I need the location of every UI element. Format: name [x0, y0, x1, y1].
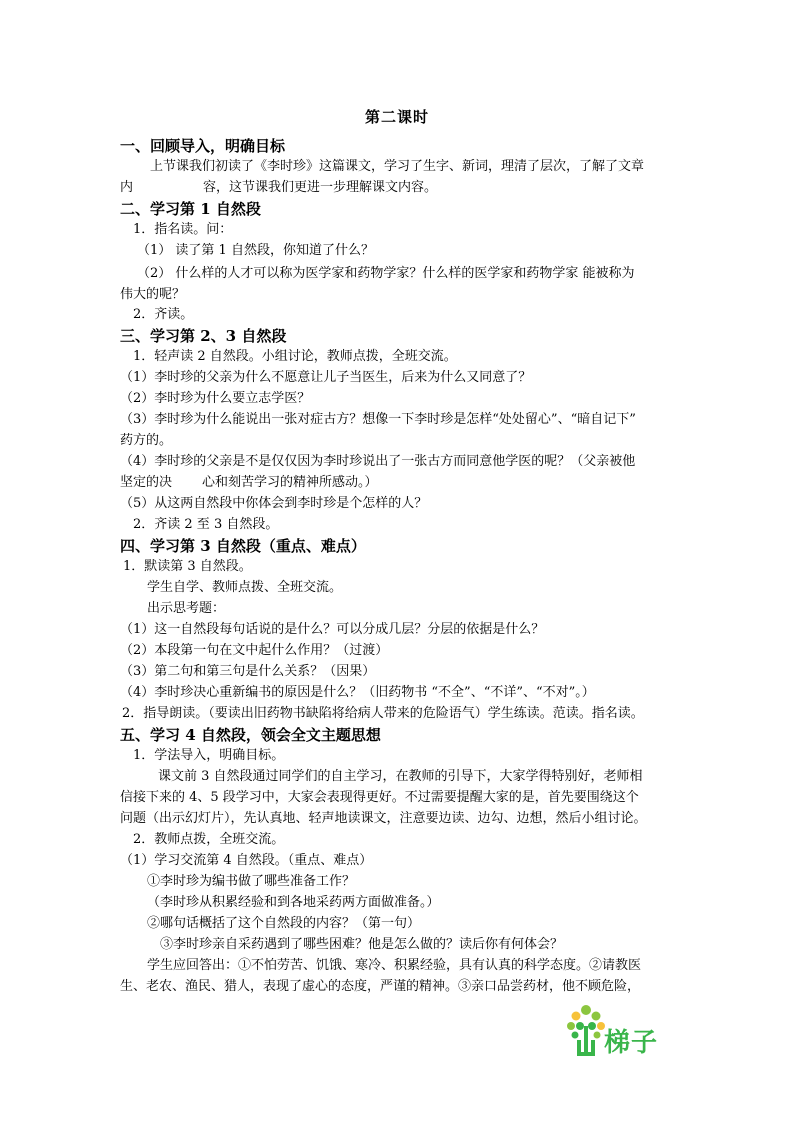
list-item: （3）李时珍为什么能说出一张对症古方？想像一下李时珍是怎样“处处留心”、“暗自记下” — [120, 412, 636, 427]
paragraph-line: （李时珍从积累经验和到各地采药两方面做准备。） — [147, 895, 440, 910]
logo — [566, 1000, 676, 1060]
inline-prefix: 坚定的决 — [120, 475, 173, 490]
list-item: 2．齐读 2 至 3 自然段。 — [133, 517, 279, 532]
tree-icon — [566, 1000, 606, 1060]
section-heading-2: 二、学习第 1 自然段 — [120, 200, 261, 218]
list-item: ③李时珍亲自采药遇到了哪些困难？他是怎么做的？读后你有何体会？ — [160, 937, 564, 952]
list-item: 2．指导朗读。（要读出旧药物书缺陷将给病人带来的危险语气）学生练读。范读。指名读。 — [122, 706, 644, 721]
paragraph-line: 学生自学、教师点拨、全班交流。 — [147, 580, 343, 595]
list-item: 2．教师点拨，全班交流。 — [133, 832, 285, 847]
paragraph-line: 药方的。 — [120, 433, 173, 448]
paragraph-line: 伟大的呢？ — [120, 287, 186, 302]
section-heading-1: 一、回顾导入，明确目标 — [120, 137, 286, 155]
paragraph-line — [120, 178, 680, 198]
list-item: （5）从这两自然段中你体会到李时珍是个怎样的人？ — [120, 496, 428, 511]
list-item: （4）李时珍决心重新编书的原因是什么？（旧药物书 “不全”、“不详”、“不对”。） — [120, 685, 595, 700]
inline-prefix: 内 — [120, 180, 134, 195]
list-item: 1．默读第 3 自然段。 — [123, 559, 252, 574]
inline-text: 心和刻苦学习的精神所感动。） — [202, 475, 378, 490]
paragraph-line: 信接下来的 4、5 段学习中，大家会表现得更好。不过需要提醒大家的是，首先要围绕这个 — [120, 790, 639, 805]
list-item: 2．齐读。 — [133, 307, 194, 322]
page-title: 第二课时 — [364, 108, 429, 126]
paragraph-line — [120, 473, 680, 493]
paragraph-line: 课文前 3 自然段通过同学们的自主学习，在教师的引导下，大家学得特别好，老师相 — [158, 769, 643, 784]
list-item: 1．学法导入，明确目标。 — [133, 748, 285, 763]
paragraph-line: 出示思考题： — [147, 601, 226, 616]
paragraph-line: 问题（出示幻灯片），先认真地、轻声地读课文，注意要边读、边勾、边想，然后小组讨论。 — [120, 811, 647, 826]
list-item: （1） 读了第 1 自然段，你知道了什么？ — [137, 243, 374, 258]
section-heading-5: 五、学习 4 自然段，领会全文主题思想 — [120, 726, 381, 744]
paragraph-line: 学生应回答出：①不怕劳苦、饥饿、寒冷、积累经验，具有认真的科学态度。②请教医 — [147, 958, 642, 973]
paragraph-line: 生、老农、渔民、猎人，表现了虚心的态度，严谨的精神。③亲口品尝药材，他不顾危险， — [120, 979, 641, 994]
paragraph-line: 上节课我们初读了《李时珍》这篇课文，学习了生字、新词，理清了层次，了解了文章 — [150, 159, 645, 174]
list-item: （2） 什么样的人才可以称为医学家和药物学家？什么样的医学家和药物学家 能被称为 — [137, 266, 635, 281]
list-item: （1）学习交流第 4 自然段。（重点、难点） — [120, 853, 373, 868]
list-item: 1．轻声读 2 自然段。小组讨论，教师点拨，全班交流。 — [133, 349, 457, 364]
section-heading-3: 三、学习第 2、3 自然段 — [120, 327, 287, 345]
list-item: （2）本段第一句在文中起什么作用？（过渡） — [120, 643, 389, 658]
inline-text: 容，这节课我们更进一步理解课文内容。 — [203, 180, 438, 195]
list-item: （1）这一自然段每句话说的是什么？可以分成几层？分层的依据是什么？ — [120, 622, 545, 637]
list-item: ②哪句话概括了这个自然段的内容？（第一句） — [147, 916, 421, 931]
section-heading-4: 四、学习第 3 自然段（重点、难点） — [120, 537, 366, 555]
list-item: （3）第二句和第三句是什么关系？（因果） — [120, 664, 376, 679]
list-item: （4）李时珍的父亲是不是仅仅因为李时珍说出了一张古方而同意他学医的呢？（父亲被他 — [120, 454, 636, 469]
list-item: （1）李时珍的父亲为什么不愿意让儿子当医生，后来为什么又同意了？ — [120, 370, 532, 385]
list-item: ①李时珍为编书做了哪些准备工作？ — [147, 874, 356, 889]
list-item: （2）李时珍为什么要立志学医？ — [120, 391, 311, 406]
list-item: 1．指名读。问： — [133, 222, 233, 237]
logo-text: 梯子 — [604, 1028, 659, 1058]
